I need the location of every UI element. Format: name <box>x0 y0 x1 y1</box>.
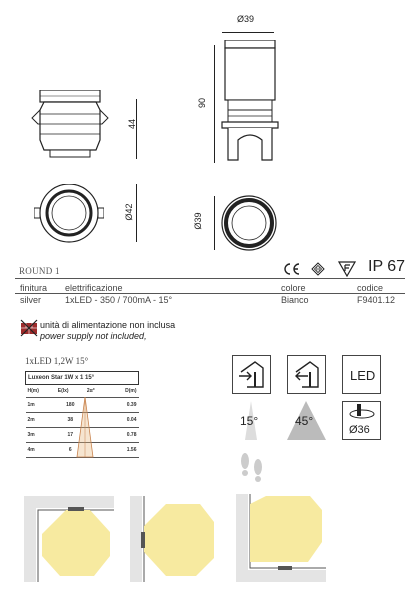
no-power-supply-icon <box>20 319 38 337</box>
cell-colore: Bianco <box>281 295 309 305</box>
col-h: H(m) <box>26 385 56 398</box>
photometry-title: 1xLED 1,2W 15° <box>25 356 89 366</box>
dim-diameter-left: Ø42 <box>124 203 134 221</box>
tall-view-drawing <box>220 40 280 165</box>
header-codice: codice <box>357 283 384 293</box>
divider-top <box>15 278 405 279</box>
class-iii-icon <box>311 262 325 276</box>
dim-diameter-top: Ø39 <box>237 14 255 24</box>
beam-cone-overlay <box>75 397 95 459</box>
warning-text-it: unità di alimentazione non inclusa <box>40 320 176 330</box>
col-e: E(lx) <box>56 385 85 398</box>
cutout-icon <box>342 401 381 440</box>
dim-height-right: 90 <box>197 98 207 109</box>
divider-header <box>15 293 405 294</box>
wall-mount-right-icon <box>232 355 271 394</box>
cell-codice: F9401.12 <box>357 295 396 305</box>
col-angle: 2α° <box>85 385 108 398</box>
dim-line-42 <box>136 184 137 242</box>
walkover-icon <box>232 447 271 486</box>
led-source-icon <box>342 355 381 394</box>
installation-ceiling-illustration <box>24 496 114 582</box>
beam-45-icon <box>287 401 326 440</box>
top-view-right-drawing <box>220 194 278 252</box>
beam-15-icon <box>232 401 271 440</box>
header-elettrificazione: elettrificazione <box>65 283 123 293</box>
photometry-caption: Luxeon Star 1W x 1 15° <box>26 372 139 385</box>
dim-line-top <box>222 32 274 33</box>
header-colore: colore <box>281 283 306 293</box>
cutout-label: Ø36 <box>349 424 370 436</box>
beam-45-label: 45° <box>295 414 314 428</box>
dim-diameter-right: Ø39 <box>193 212 203 230</box>
table-row: 1m 180 0.39 <box>26 398 139 413</box>
beam-15-label: 15° <box>240 414 259 428</box>
table-row: 2m 38 0.04 <box>26 413 139 428</box>
installation-floor-illustration <box>236 494 326 582</box>
ce-mark-icon <box>282 262 302 276</box>
table-row: 4m 6 1.56 <box>26 443 139 458</box>
col-d: D(m) <box>108 385 138 398</box>
dim-line-90 <box>214 45 215 163</box>
installation-wall-illustration <box>130 496 220 582</box>
wall-mount-left-icon <box>287 355 326 394</box>
table-row: 3m 17 0.78 <box>26 428 139 443</box>
header-finitura: finitura <box>20 283 48 293</box>
f-mark-icon <box>338 261 356 277</box>
dim-line-39 <box>214 196 215 250</box>
side-view-drawing <box>30 90 110 160</box>
led-label: LED <box>350 368 376 383</box>
cell-elettrificazione: 1xLED - 350 / 700mA - 15° <box>65 295 173 305</box>
ip-rating: IP 67 <box>368 258 406 275</box>
warning-text-en: power supply not included, <box>40 331 147 341</box>
dim-height-left: 44 <box>127 119 137 130</box>
top-view-left-drawing <box>34 184 104 244</box>
cell-finitura: silver <box>20 295 42 305</box>
product-title: ROUND 1 <box>19 266 60 276</box>
